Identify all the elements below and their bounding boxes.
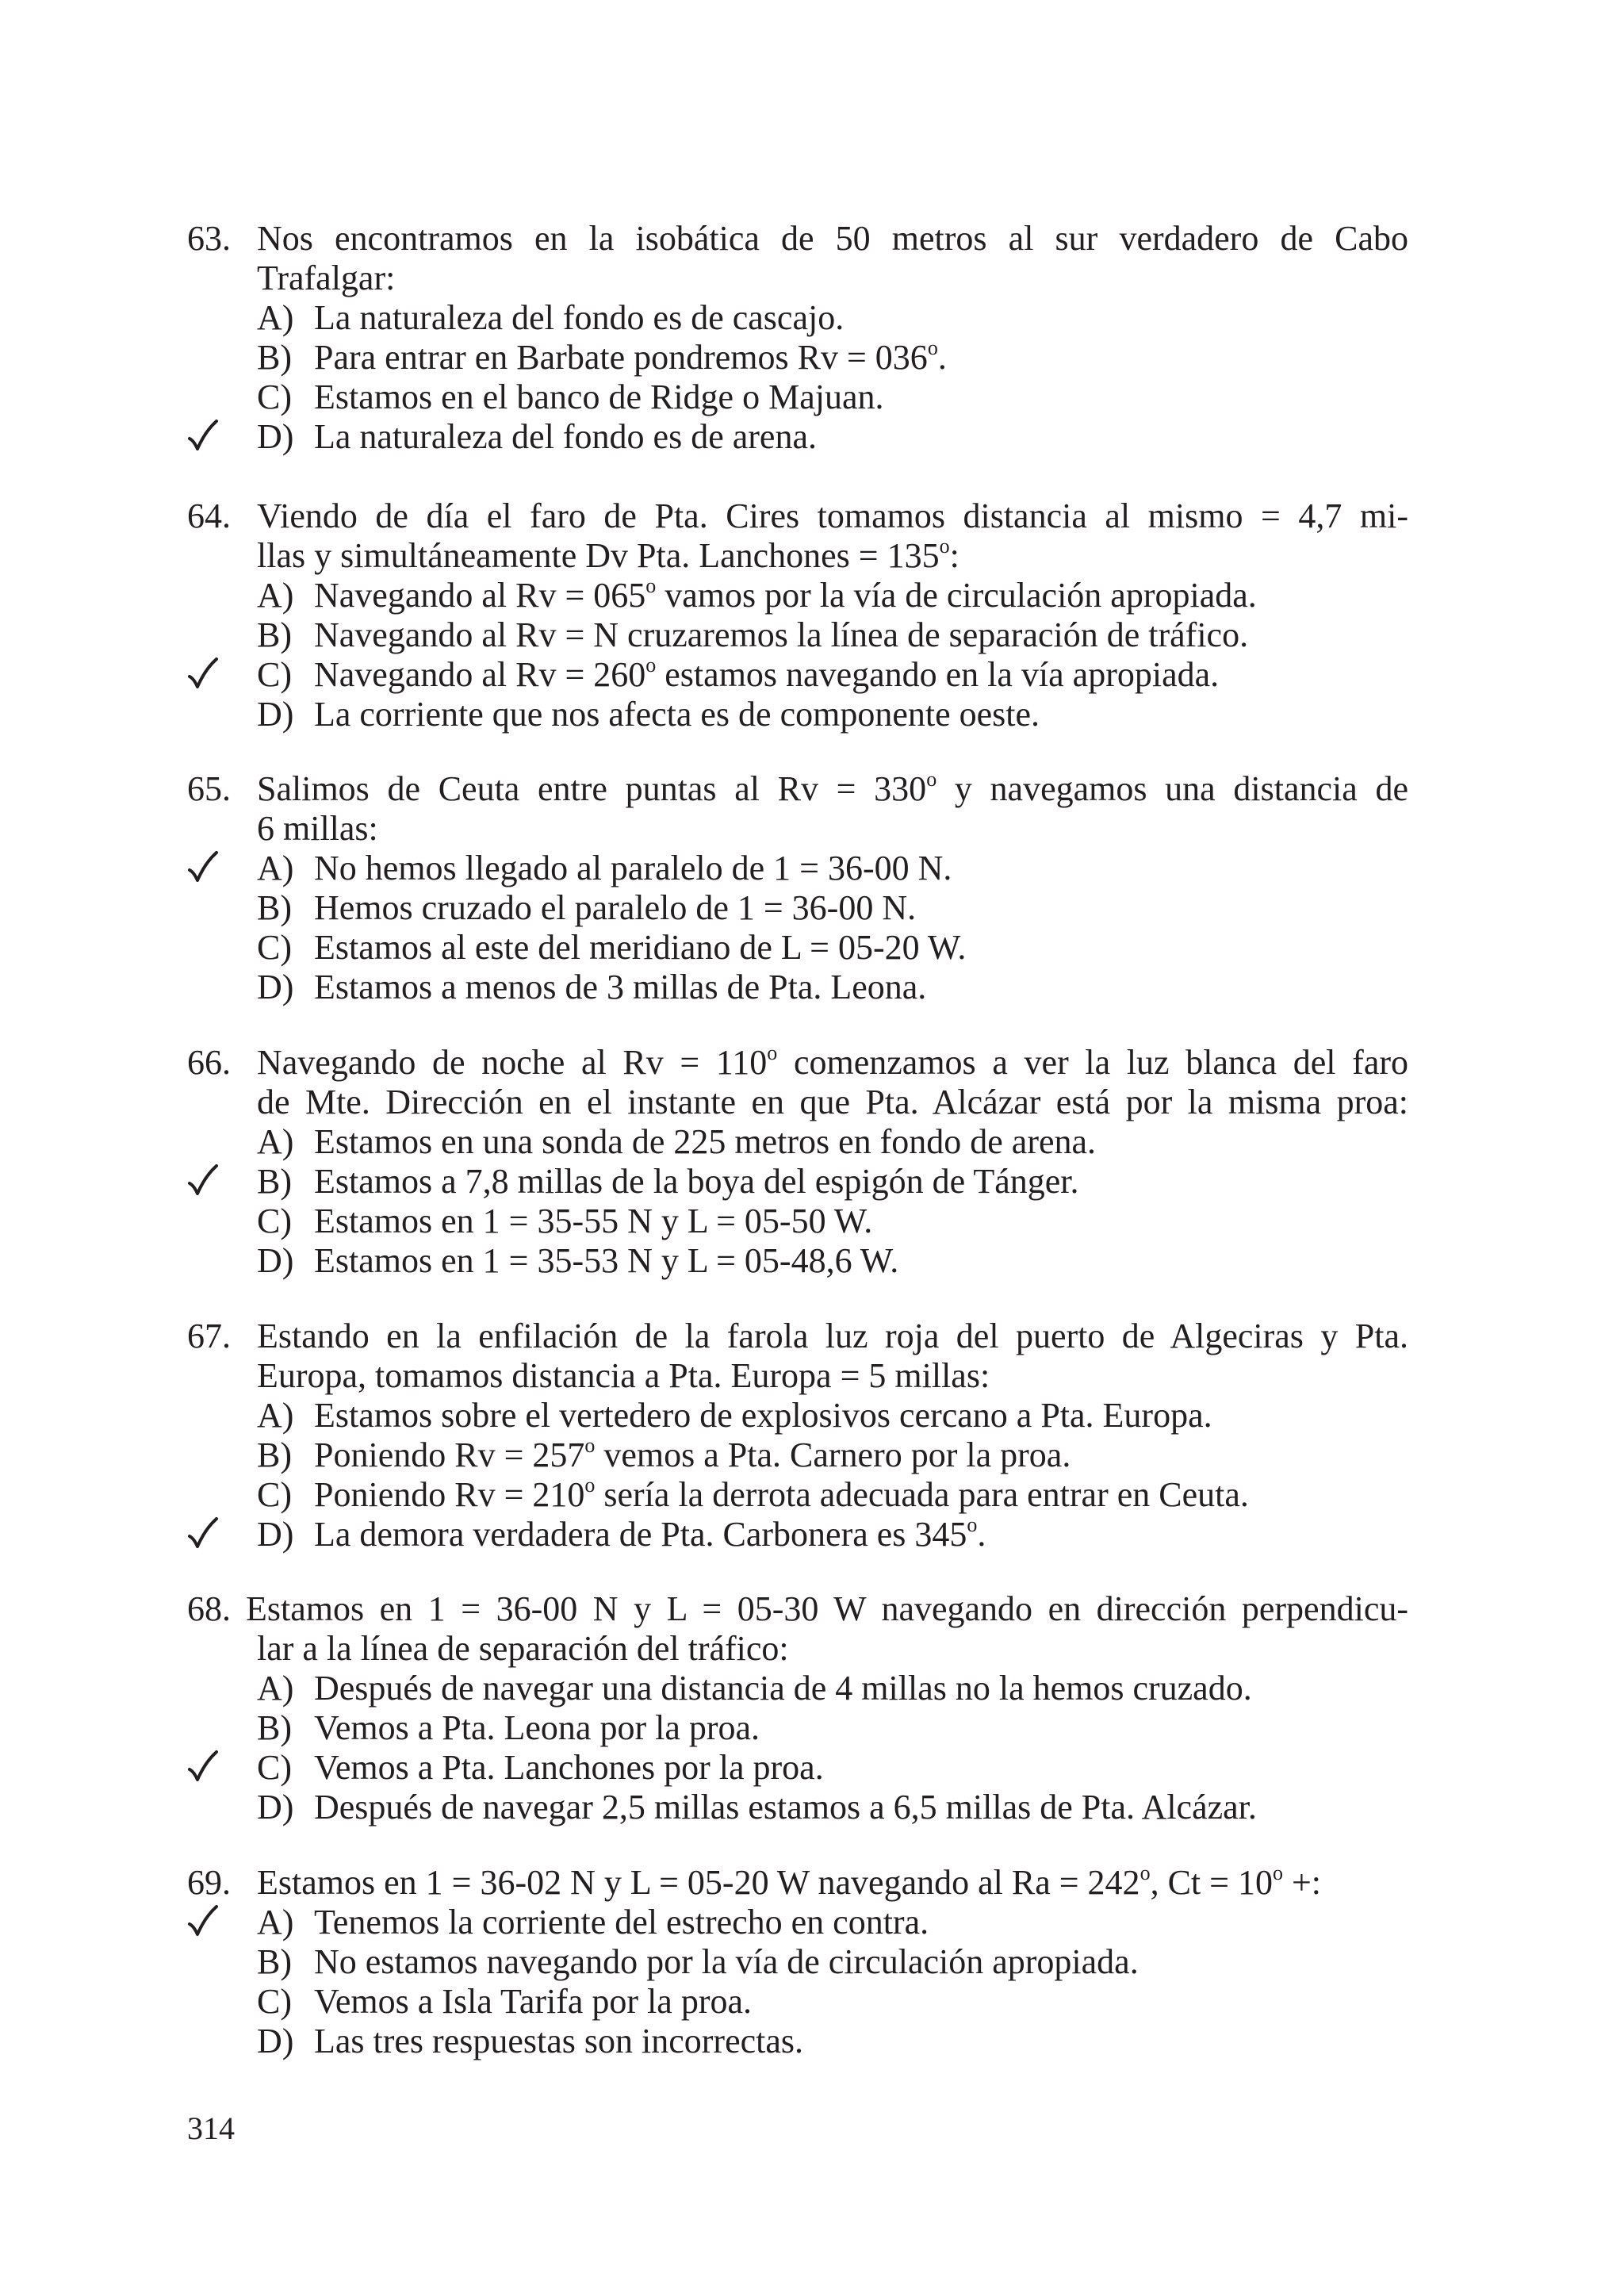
question-66 — [187, 1043, 1408, 1281]
option-a — [187, 576, 1408, 615]
option-text: Estamos a 7,8 millas de la boya del espigón de Tánger. — [314, 1162, 1079, 1201]
option-text: Hemos cruzado el paralelo de 1 = 36-00 N. — [314, 888, 917, 927]
option-d — [187, 1515, 1408, 1554]
question-line — [187, 1043, 1408, 1083]
question-63 — [187, 219, 1408, 457]
option-c — [187, 378, 1408, 417]
option-letter: A) — [257, 576, 294, 615]
question-68 — [187, 1589, 1408, 1827]
option-letter: A) — [257, 1122, 294, 1161]
degree-mark: o — [967, 1513, 978, 1537]
degree-mark: o — [645, 574, 657, 598]
option-text: Estamos en el banco de Ridge o Majuan. — [314, 378, 884, 416]
option-a — [187, 298, 1408, 338]
question-text: lar a la línea de separación del tráfico: — [257, 1629, 789, 1668]
option-text: Después de navegar una distancia de 4 millas no la hemos cruzado. — [314, 1669, 1252, 1708]
question-line — [187, 1356, 1408, 1396]
question-text: 6 millas: — [257, 809, 378, 848]
question-text: Nos encontramos en la isobática de 50 metros al sur verdadero de Cabo — [257, 219, 1408, 258]
option-text: Navegando al $Rv = 260^o$ estamos navegando en la vía apropiada. — [314, 654, 1220, 694]
option-text: No hemos llegado al paralelo de 1 = 36-00 N. — [314, 849, 952, 887]
option-a — [187, 1122, 1408, 1162]
option-c — [187, 1748, 1408, 1788]
option-letter: B) — [257, 338, 292, 377]
question-line — [187, 259, 1408, 298]
option-b — [187, 1708, 1408, 1748]
question-line — [187, 496, 1408, 536]
question-69 — [187, 1863, 1408, 2061]
question-line — [187, 809, 1408, 849]
question-line — [187, 1083, 1408, 1122]
question-65 — [187, 769, 1408, 1007]
option-b — [187, 1942, 1408, 1982]
option-b — [187, 1162, 1408, 1202]
option-a — [187, 1903, 1408, 1942]
question-line — [187, 769, 1408, 809]
question-67 — [187, 1317, 1408, 1554]
question-number: 68. — [187, 1589, 231, 1628]
option-letter: D) — [257, 968, 294, 1006]
option-letter: A) — [257, 849, 294, 887]
degree-mark: o — [1272, 1861, 1283, 1885]
option-text: Para entrar en Barbate pondremos $Rv = 036^o$. — [314, 336, 947, 377]
question-number: 69. — [187, 1863, 231, 1902]
option-letter: B) — [257, 1942, 292, 1981]
option-letter: C) — [257, 1475, 292, 1514]
option-a — [187, 849, 1408, 888]
option-letter: C) — [257, 928, 292, 967]
question-64 — [187, 496, 1408, 734]
option-b — [187, 1435, 1408, 1475]
question-number: 65. — [187, 769, 231, 808]
question-number: 64. — [187, 496, 231, 535]
option-text: Estamos en 1 = 35-53 N y L = 05-48,6 W. — [314, 1241, 899, 1280]
question-text: Viendo de día el faro de Pta. Cires tomamos distancia al mismo = 4,7 mi- — [257, 496, 1408, 535]
question-line — [187, 1629, 1408, 1669]
question-text: Europa, tomamos distancia a Pta. Europa = 5 millas: — [257, 1356, 990, 1395]
option-c — [187, 928, 1408, 968]
option-c — [187, 1475, 1408, 1515]
option-letter: A) — [257, 1669, 294, 1708]
degree-mark: o — [1139, 1861, 1151, 1885]
checkmark-icon — [187, 1904, 219, 1939]
option-a — [187, 1396, 1408, 1435]
question-line — [187, 1863, 1408, 1903]
option-d — [187, 1788, 1408, 1827]
option-text: Estamos a menos de 3 millas de Pta. Leona. — [314, 968, 927, 1006]
question-text: Estando en la enfilación de la farola luz roja del puerto de Algeciras y Pta. — [257, 1317, 1408, 1355]
option-b — [187, 615, 1408, 655]
option-text: Vemos a Isla Tarifa por la proa. — [314, 1982, 753, 2021]
question-text: de Mte. Dirección en el instante en que Pta. Alcázar está por la misma proa: — [257, 1083, 1408, 1121]
question-line — [187, 1589, 1408, 1629]
option-letter: B) — [257, 888, 292, 927]
option-text: Navegando al Rv = N cruzaremos la línea de separación de tráfico. — [314, 615, 1249, 654]
option-d — [187, 2022, 1408, 2061]
option-letter: D) — [257, 1515, 294, 1554]
option-letter: C) — [257, 1748, 292, 1787]
option-letter: D) — [257, 1241, 294, 1280]
degree-mark: o — [939, 535, 950, 558]
question-text: llas y simultáneamente Dv Pta. Lanchones = $135^o$: — [257, 535, 959, 575]
option-text: Navegando al $Rv = 065^o$ vamos por la vía de circulación apropiada. — [314, 574, 1257, 615]
option-letter: D) — [257, 695, 294, 734]
option-text: Poniendo $Rv = 257^o$ vemos a Pta. Carnero por la proa. — [314, 1434, 1071, 1474]
option-letter: D) — [257, 2022, 294, 2060]
option-text: La naturaleza del fondo es de cascajo. — [314, 298, 845, 337]
option-text: Vemos a Pta. Lanchones por la proa. — [314, 1748, 824, 1787]
option-a — [187, 1669, 1408, 1708]
option-letter: C) — [257, 1982, 292, 2021]
question-number: 63. — [187, 219, 231, 258]
option-b — [187, 338, 1408, 378]
option-text: Después de navegar 2,5 millas estamos a 6,5 millas de Pta. Alcázar. — [314, 1788, 1257, 1826]
option-text: La demora verdadera de Pta. Carbonera es 345$^o$. — [314, 1513, 986, 1554]
question-line — [187, 536, 1408, 576]
option-letter: D) — [257, 1788, 294, 1826]
option-text: Tenemos la corriente del estrecho en contra. — [314, 1903, 929, 1941]
checkmark-icon — [187, 850, 219, 885]
option-d — [187, 968, 1408, 1007]
option-text: Estamos en una sonda de 225 metros en fondo de arena. — [314, 1122, 1097, 1161]
option-letter: A) — [257, 1903, 294, 1941]
question-text: Salimos de Ceuta entre puntas al $Rv = 330^o$ y navegamos una distancia de — [257, 768, 1408, 808]
degree-mark: o — [767, 1041, 778, 1065]
option-letter: B) — [257, 1162, 292, 1201]
option-text: No estamos navegando por la vía de circulación apropiada. — [314, 1942, 1139, 1981]
option-d — [187, 695, 1408, 734]
question-number: 66. — [187, 1043, 231, 1082]
option-text: Estamos sobre el vertedero de explosivos cercano a Pta. Europa. — [314, 1396, 1212, 1435]
option-c — [187, 655, 1408, 695]
checkmark-icon — [187, 1163, 219, 1198]
option-d — [187, 1241, 1408, 1281]
checkmark-icon — [187, 1750, 219, 1784]
checkmark-icon — [187, 419, 219, 454]
checkmark-icon — [187, 657, 219, 692]
degree-mark: o — [927, 336, 938, 360]
option-letter: C) — [257, 1202, 292, 1240]
question-text: Navegando de noche al $Rv = 110^o$ comenzamos a ver la luz blanca del faro — [257, 1041, 1409, 1082]
question-text: Estamos en 1 = 36-02 N y L = 05-20 W navegando al $Ra = 242^o$, $Ct = 10^o$ +: — [257, 1861, 1321, 1902]
option-letter: C) — [257, 378, 292, 416]
option-b — [187, 888, 1408, 928]
option-letter: A) — [257, 298, 294, 337]
question-text: Estamos en 1 = 36-00 N y L = 05-30 W navegando en dirección perpendicu- — [246, 1589, 1408, 1628]
option-d — [187, 417, 1408, 457]
option-letter: B) — [257, 1708, 292, 1747]
question-number: 67. — [187, 1317, 231, 1355]
degree-mark: o — [584, 1474, 596, 1497]
option-text: Estamos al este del meridiano de L = 05-20 W. — [314, 928, 967, 967]
degree-mark: o — [645, 654, 657, 677]
option-letter: D) — [257, 417, 294, 456]
option-text: Vemos a Pta. Leona por la proa. — [314, 1708, 760, 1747]
option-c — [187, 1202, 1408, 1241]
option-letter: B) — [257, 615, 292, 654]
option-text: Estamos en 1 = 35-55 N y L = 05-50 W. — [314, 1202, 873, 1240]
option-text: Poniendo $Rv = 210^o$ sería la derrota adecuada para entrar en Ceuta. — [314, 1474, 1249, 1514]
question-line — [187, 219, 1408, 259]
degree-mark: o — [584, 1434, 596, 1458]
option-text: La corriente que nos afecta es de componente oeste. — [314, 695, 1040, 734]
option-text: La naturaleza del fondo es de arena. — [314, 417, 817, 456]
question-line — [187, 1317, 1408, 1356]
page-number: 314 — [187, 2110, 235, 2146]
degree-mark: o — [926, 768, 937, 792]
option-letter: C) — [257, 655, 292, 694]
checkmark-icon — [187, 1516, 219, 1551]
option-c — [187, 1982, 1408, 2022]
option-text: Las tres respuestas son incorrectas. — [314, 2022, 804, 2060]
question-text: Trafalgar: — [257, 259, 396, 297]
option-letter: A) — [257, 1396, 294, 1435]
option-letter: B) — [257, 1435, 292, 1474]
